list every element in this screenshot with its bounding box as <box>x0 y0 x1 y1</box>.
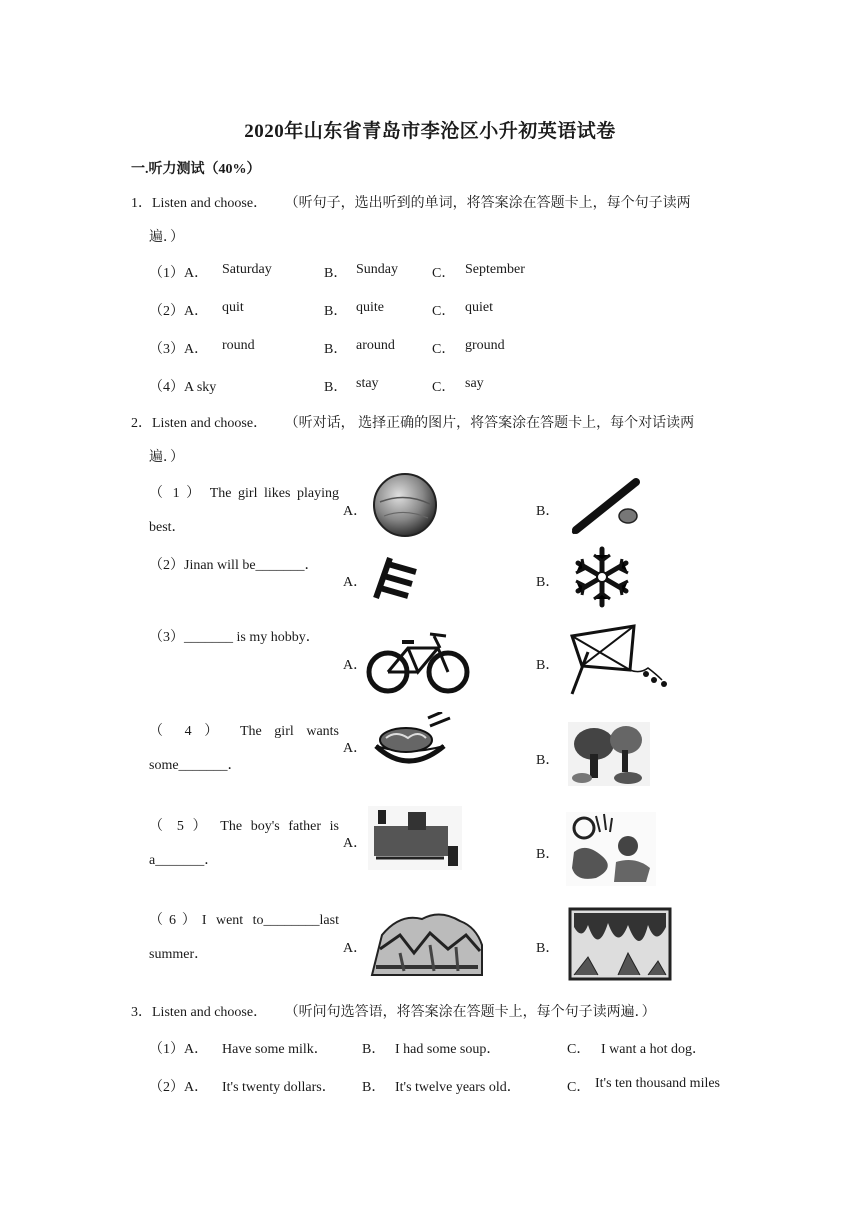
cook-scene-icon[interactable] <box>566 812 656 886</box>
q2-instruction: （听对话， 选择正确的图片，将答案涂在答题卡上，每个对话读两 <box>284 416 695 431</box>
q2-option-b-label: B． <box>536 658 560 673</box>
bicycle-icon[interactable] <box>366 626 470 696</box>
q1-item-num[interactable]: （4）A sky <box>149 380 217 395</box>
q1-option-c-label: C． <box>432 304 456 319</box>
q1-item-num: （2）A． <box>149 304 209 319</box>
q1-option-c[interactable]: quiet <box>465 300 493 315</box>
q1-instruction: （听句子，选出听到的单词，将答案涂在答题卡上，每个句子读两 <box>284 196 691 211</box>
q2-item-line1: （ 4 ） The girl wants <box>149 724 339 739</box>
q1-item-num: （1）A． <box>149 266 209 281</box>
q2-item-line2: some_______． <box>149 758 242 773</box>
q1-option-b[interactable]: around <box>356 338 395 353</box>
q2-option-b-label: B． <box>536 753 560 768</box>
q1-option-b-label: B． <box>324 266 348 281</box>
q1-option-b-label: B． <box>324 342 348 357</box>
q2-option-a-label: A． <box>343 658 368 673</box>
q2-option-a-label: A． <box>343 504 368 519</box>
q2-option-b-label: B． <box>536 504 560 519</box>
q2-item-text <box>149 482 339 502</box>
q3-option-c[interactable]: It's ten thousand miles <box>595 1076 721 1091</box>
q1-option-c[interactable]: September <box>465 262 525 277</box>
q2-item-line2: a_______． <box>149 853 219 868</box>
q1-option-c-label: C． <box>432 266 456 281</box>
q1-option-c-label: C． <box>432 342 456 357</box>
q2-item-line1: （2）Jinan will be_______． <box>149 558 319 573</box>
q3-option-b[interactable]: It's twelve years old． <box>395 1080 521 1095</box>
q2-item-line2: summer． <box>149 947 209 962</box>
q3-option-c-label: C． <box>567 1042 591 1057</box>
q2-option-b-label: B． <box>536 575 560 590</box>
kite-icon[interactable] <box>568 622 672 696</box>
baseball-bat-icon[interactable] <box>566 476 642 536</box>
q1-option-b[interactable]: stay <box>356 376 379 391</box>
cave-icon[interactable] <box>568 907 672 981</box>
ball-icon[interactable] <box>370 472 440 538</box>
q2-item-line1: （ 5 ） The boy's father is <box>149 819 339 834</box>
q2-option-a-label: A． <box>343 941 368 956</box>
q2-item-line1: （ 1 ） The girl likes playing <box>149 486 339 501</box>
q2-option-a-label: A． <box>343 836 368 851</box>
q1-option-a[interactable]: Saturday <box>222 262 272 277</box>
q1-option-a[interactable]: round <box>222 338 255 353</box>
q2-item-line1: （6）I went to________last <box>149 913 339 928</box>
q2-item-text <box>149 909 339 929</box>
office-scene-icon[interactable] <box>368 806 462 870</box>
question-3-stem <box>131 1001 656 1021</box>
q3-item-num: （2）A． <box>149 1080 209 1095</box>
q3-item-num: （1）A． <box>149 1042 209 1057</box>
q1-option-c-label: C． <box>432 380 456 395</box>
q1-option-b[interactable]: quite <box>356 300 384 315</box>
q2-option-a-label: A． <box>343 575 368 590</box>
q2-item-text <box>149 720 339 740</box>
mountains-icon[interactable] <box>370 905 484 981</box>
q3-option-c-label: C． <box>567 1080 591 1095</box>
q2-option-a-label: A． <box>343 741 368 756</box>
q2-label: 2．Listen and choose． <box>131 416 268 431</box>
question-1-stem <box>131 192 691 212</box>
q1-label: 1．Listen and choose． <box>131 196 268 211</box>
page-title: 2020年山东省青岛市李沧区小升初英语试卷 <box>244 121 616 142</box>
q1-item-num: （3）A． <box>149 342 209 357</box>
q2-item-line2: best． <box>149 520 186 535</box>
section-heading: 一.听力测试（40%） <box>131 162 261 177</box>
q2-item-text <box>149 815 339 835</box>
q3-label: 3．Listen and choose． <box>131 1005 268 1020</box>
q3-option-a[interactable]: It's twenty dollars． <box>222 1080 336 1095</box>
noodles-icon[interactable] <box>368 712 458 778</box>
q2-item-line1: （3）_______ is my hobby． <box>149 630 320 645</box>
q1-instruction-cont: 遍．） <box>149 230 184 245</box>
q1-option-a[interactable]: quit <box>222 300 244 315</box>
q2-instruction-cont: 遍．） <box>149 450 184 465</box>
q2-option-b-label: B． <box>536 847 560 862</box>
snowflake-icon[interactable] <box>570 545 634 609</box>
q1-option-b-label: B． <box>324 304 348 319</box>
trees-icon[interactable] <box>566 720 652 788</box>
q1-option-b[interactable]: Sunday <box>356 262 398 277</box>
question-2-stem <box>131 412 694 432</box>
q3-option-b-label: B． <box>362 1042 386 1057</box>
wind-icon[interactable] <box>368 550 424 606</box>
q1-option-c[interactable]: say <box>465 376 484 391</box>
q3-option-c[interactable]: I want a hot dog． <box>601 1042 706 1057</box>
q3-instruction: （听问句选答语，将答案涂在答题卡上，每个句子读两遍．） <box>284 1005 656 1020</box>
q3-option-b[interactable]: I had some soup． <box>395 1042 501 1057</box>
q3-option-a[interactable]: Have some milk． <box>222 1042 328 1057</box>
q3-option-b-label: B． <box>362 1080 386 1095</box>
q1-option-b-label: B． <box>324 380 348 395</box>
q1-option-c[interactable]: ground <box>465 338 505 353</box>
q2-option-b-label: B． <box>536 941 560 956</box>
